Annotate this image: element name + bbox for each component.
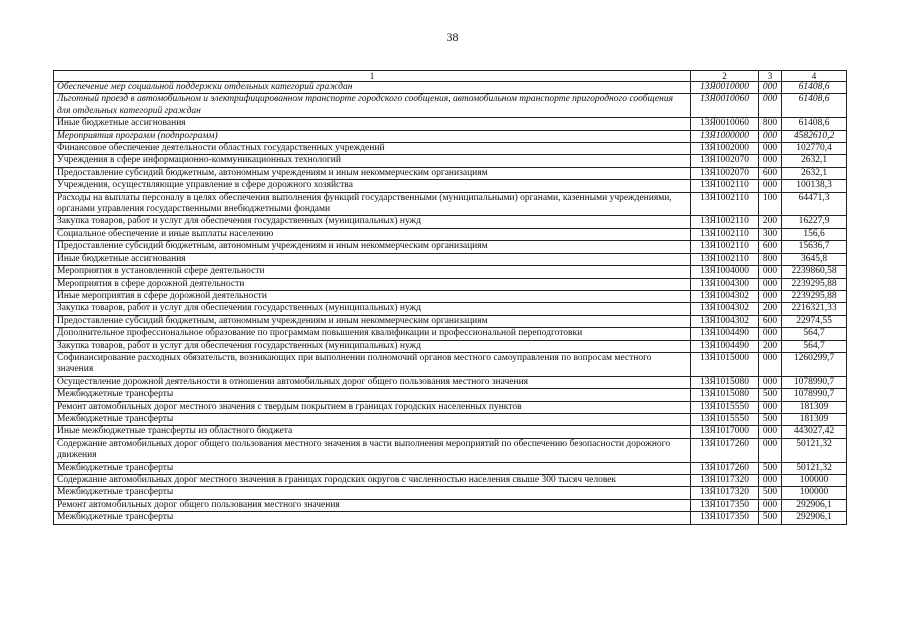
row-type-cell: 000: [759, 328, 782, 340]
row-code-cell: 13Я1015550: [691, 401, 759, 413]
row-name-cell: Ремонт автомобильных дорог общего пользования местного значения: [54, 499, 691, 511]
table-row: [54, 94, 847, 118]
row-sum-cell: 1260299,7: [782, 352, 847, 376]
row-type-cell: 000: [759, 376, 782, 388]
row-sum-cell: 292906,1: [782, 512, 847, 524]
row-type-cell: 600: [759, 241, 782, 253]
row-code-cell: 13Я1002070: [691, 167, 759, 179]
row-name-cell: Закупка товаров, работ и услуг для обеспечения государственных (муниципальных) нужд: [54, 340, 691, 352]
row-sum-cell: 22974,55: [782, 315, 847, 327]
table-row: [54, 253, 847, 265]
row-sum-cell: 1078990,7: [782, 376, 847, 388]
row-sum-cell: 2216321,33: [782, 303, 847, 315]
row-type-cell: 600: [759, 315, 782, 327]
row-name-cell: Учреждения, осуществляющие управление в сфере дорожного хозяйства: [54, 180, 691, 192]
table-row: [54, 340, 847, 352]
row-sum-cell: 61408,6: [782, 94, 847, 118]
row-name-cell: Расходы на выплаты персоналу в целях обеспечения выполнения функций государственными (муниципальными) органами, казенными учреждениями, органами управления государственными внебюджетными фондами: [54, 192, 691, 216]
column-header-sum: 4: [782, 71, 847, 82]
row-type-cell: 500: [759, 389, 782, 401]
row-name-cell: Мероприятия в сфере дорожной деятельности: [54, 278, 691, 290]
row-sum-cell: 156,6: [782, 228, 847, 240]
row-code-cell: 13Я1002110: [691, 192, 759, 216]
row-sum-cell: 2239860,58: [782, 266, 847, 278]
table-row: [54, 155, 847, 167]
row-type-cell: 800: [759, 118, 782, 130]
table-row: [54, 487, 847, 499]
table-row: [54, 475, 847, 487]
row-sum-cell: 50121,32: [782, 438, 847, 462]
column-header-type: 3: [759, 71, 782, 82]
row-name-cell: Иные бюджетные ассигнования: [54, 253, 691, 265]
column-header-code: 2: [691, 71, 759, 82]
row-sum-cell: 50121,32: [782, 462, 847, 474]
row-code-cell: 13Я1002110: [691, 241, 759, 253]
row-code-cell: 13Я1017350: [691, 499, 759, 511]
row-type-cell: 000: [759, 426, 782, 438]
row-sum-cell: 64471,3: [782, 192, 847, 216]
row-code-cell: 13Я1015080: [691, 376, 759, 388]
table-row: [54, 462, 847, 474]
table-row: [54, 143, 847, 155]
row-code-cell: 13Я1004302: [691, 290, 759, 302]
row-name-cell: Мероприятия в установленной сфере деятельности: [54, 266, 691, 278]
row-sum-cell: 100000: [782, 475, 847, 487]
table-row: [54, 192, 847, 216]
row-name-cell: Межбюджетные трансферты: [54, 487, 691, 499]
row-name-cell: Ремонт автомобильных дорог местного значения с твердым покрытием в границах городских населенных пунктов: [54, 401, 691, 413]
table-row: [54, 167, 847, 179]
row-sum-cell: 100138,3: [782, 180, 847, 192]
row-type-cell: 000: [759, 143, 782, 155]
row-sum-cell: 292906,1: [782, 499, 847, 511]
row-name-cell: Учреждения в сфере информационно-коммуникационных технологий: [54, 155, 691, 167]
table-row: [54, 401, 847, 413]
row-code-cell: 13Я1015080: [691, 389, 759, 401]
row-name-cell: Иные межбюджетные трансферты из областного бюджета: [54, 426, 691, 438]
row-sum-cell: 564,7: [782, 340, 847, 352]
row-type-cell: 500: [759, 487, 782, 499]
row-name-cell: Предоставление субсидий бюджетным, автономным учреждениям и иным некоммерческим организациям: [54, 315, 691, 327]
row-code-cell: 13Я1002110: [691, 180, 759, 192]
row-name-cell: Межбюджетные трансферты: [54, 413, 691, 425]
row-type-cell: 000: [759, 438, 782, 462]
row-sum-cell: 61408,6: [782, 82, 847, 94]
row-code-cell: 13Я1002070: [691, 155, 759, 167]
row-type-cell: 100: [759, 192, 782, 216]
row-sum-cell: 3645,8: [782, 253, 847, 265]
row-type-cell: 000: [759, 401, 782, 413]
row-type-cell: 000: [759, 155, 782, 167]
row-sum-cell: 16227,9: [782, 216, 847, 228]
row-type-cell: 300: [759, 228, 782, 240]
row-sum-cell: 181309: [782, 413, 847, 425]
row-type-cell: 000: [759, 352, 782, 376]
table-row: [54, 266, 847, 278]
row-name-cell: Содержание автомобильных дорог местного значения в границах городских округов с численностью населения свыше 300 тысяч человек: [54, 475, 691, 487]
row-type-cell: 000: [759, 94, 782, 118]
row-code-cell: 13Я1017350: [691, 512, 759, 524]
row-code-cell: 13Я1002000: [691, 143, 759, 155]
row-code-cell: 13Я1004000: [691, 266, 759, 278]
row-sum-cell: 564,7: [782, 328, 847, 340]
row-code-cell: 13Я0010060: [691, 118, 759, 130]
row-code-cell: 13Я1017320: [691, 487, 759, 499]
row-type-cell: 200: [759, 216, 782, 228]
row-type-cell: 000: [759, 475, 782, 487]
row-type-cell: 000: [759, 499, 782, 511]
row-type-cell: 500: [759, 512, 782, 524]
table-row: [54, 118, 847, 130]
table-row: [54, 180, 847, 192]
table-row: [54, 241, 847, 253]
row-code-cell: 13Я1004302: [691, 303, 759, 315]
row-name-cell: Межбюджетные трансферты: [54, 512, 691, 524]
table-row: [54, 352, 847, 376]
row-type-cell: 600: [759, 167, 782, 179]
row-sum-cell: 100000: [782, 487, 847, 499]
row-code-cell: 13Я1017320: [691, 475, 759, 487]
table-row: [54, 438, 847, 462]
row-code-cell: 13Я1002110: [691, 253, 759, 265]
budget-table: [53, 70, 847, 525]
table-row: [54, 512, 847, 524]
row-code-cell: 13Я0010060: [691, 94, 759, 118]
page-number: 38: [446, 30, 459, 44]
table-row: [54, 376, 847, 388]
row-name-cell: Закупка товаров, работ и услуг для обеспечения государственных (муниципальных) нужд: [54, 216, 691, 228]
row-name-cell: Финансовое обеспечение деятельности областных государственных учреждений: [54, 143, 691, 155]
row-type-cell: 500: [759, 462, 782, 474]
row-type-cell: 000: [759, 180, 782, 192]
row-name-cell: Предоставление субсидий бюджетным, автономным учреждениям и иным некоммерческим организациям: [54, 241, 691, 253]
row-name-cell: Иные мероприятия в сфере дорожной деятельности: [54, 290, 691, 302]
row-type-cell: 500: [759, 413, 782, 425]
row-type-cell: 000: [759, 130, 782, 142]
table-row: [54, 303, 847, 315]
row-code-cell: 13Я1004490: [691, 340, 759, 352]
table-row: [54, 130, 847, 142]
row-sum-cell: 4582610,2: [782, 130, 847, 142]
table-row: [54, 82, 847, 94]
row-type-cell: 000: [759, 266, 782, 278]
row-code-cell: 13Я1015550: [691, 413, 759, 425]
row-name-cell: Софинансирование расходных обязательств, возникающих при выполнении полномочий органов местного самоуправления по вопросам местного значения: [54, 352, 691, 376]
row-name-cell: Социальное обеспечение и иные выплаты населению: [54, 228, 691, 240]
row-name-cell: Закупка товаров, работ и услуг для обеспечения государственных (муниципальных) нужд: [54, 303, 691, 315]
row-code-cell: 13Я1002110: [691, 216, 759, 228]
table-row: [54, 389, 847, 401]
row-code-cell: 13Я1002110: [691, 228, 759, 240]
row-code-cell: 13Я1017000: [691, 426, 759, 438]
table-row: [54, 426, 847, 438]
row-sum-cell: 2632,1: [782, 167, 847, 179]
row-type-cell: 000: [759, 82, 782, 94]
row-name-cell: Осуществление дорожной деятельности в отношении автомобильных дорог общего пользования местного значения: [54, 376, 691, 388]
row-name-cell: Обеспечение мер социальной поддержки отдельных категорий граждан: [54, 82, 691, 94]
row-type-cell: 000: [759, 278, 782, 290]
row-code-cell: 13Я1004490: [691, 328, 759, 340]
table-row: [54, 413, 847, 425]
row-type-cell: 200: [759, 303, 782, 315]
column-header-name: 1: [54, 71, 691, 82]
row-name-cell: Предоставление субсидий бюджетным, автономным учреждениям и иным некоммерческим организациям: [54, 167, 691, 179]
row-sum-cell: 102770,4: [782, 143, 847, 155]
row-code-cell: 13Я1017260: [691, 462, 759, 474]
row-sum-cell: 2239295,88: [782, 290, 847, 302]
row-sum-cell: 15636,7: [782, 241, 847, 253]
row-sum-cell: 181309: [782, 401, 847, 413]
table-row: [54, 315, 847, 327]
table-row: [54, 216, 847, 228]
row-sum-cell: 2239295,88: [782, 278, 847, 290]
row-code-cell: 13Я0010000: [691, 82, 759, 94]
row-name-cell: Льготный проезд в автомобильном и электрифицированном транспорте городского сообщения, автомобильном транспорте пригородного сообщения для отдельных категорий граждан: [54, 94, 691, 118]
row-code-cell: 13Я1004300: [691, 278, 759, 290]
row-code-cell: 13Я1000000: [691, 130, 759, 142]
table-row: [54, 228, 847, 240]
row-type-cell: 200: [759, 340, 782, 352]
table-row: [54, 290, 847, 302]
table-row: [54, 278, 847, 290]
row-name-cell: Дополнительное профессиональное образование по программам повышения квалификации и профессиональной переподготовки: [54, 328, 691, 340]
row-code-cell: 13Я1015000: [691, 352, 759, 376]
table-row: [54, 499, 847, 511]
row-sum-cell: 443027,42: [782, 426, 847, 438]
table-row: [54, 328, 847, 340]
row-type-cell: 800: [759, 253, 782, 265]
row-name-cell: Мероприятия программ (подпрограмм): [54, 130, 691, 142]
table-header-row: [54, 71, 847, 82]
row-sum-cell: 1078990,7: [782, 389, 847, 401]
row-name-cell: Межбюджетные трансферты: [54, 462, 691, 474]
row-name-cell: Содержание автомобильных дорог общего пользования местного значения в части выполнения мероприятий по обеспечению безопасности дорожного движения: [54, 438, 691, 462]
row-name-cell: Иные бюджетные ассигнования: [54, 118, 691, 130]
row-name-cell: Межбюджетные трансферты: [54, 389, 691, 401]
row-sum-cell: 61408,6: [782, 118, 847, 130]
row-type-cell: 000: [759, 290, 782, 302]
row-sum-cell: 2632,1: [782, 155, 847, 167]
row-code-cell: 13Я1017260: [691, 438, 759, 462]
row-code-cell: 13Я1004302: [691, 315, 759, 327]
